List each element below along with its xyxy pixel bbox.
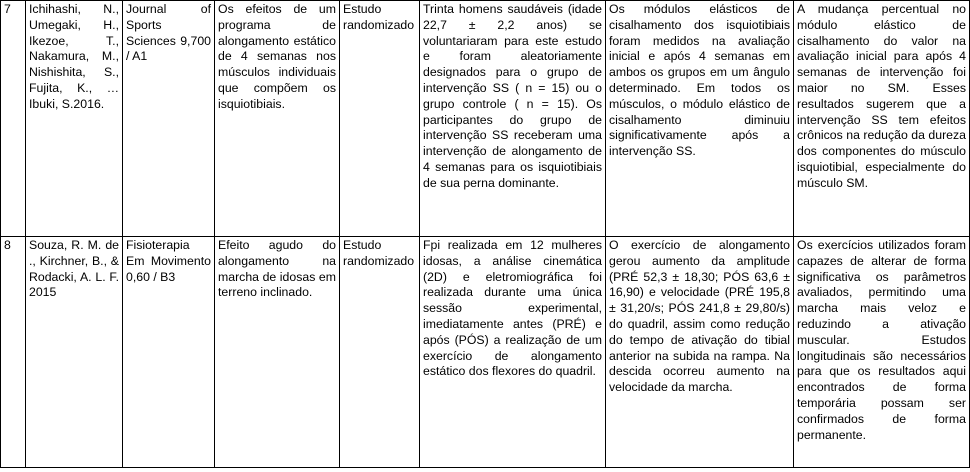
study-journal: Fisioterapia Em Movimento 0,60 / B3 bbox=[123, 237, 215, 468]
table-row bbox=[1, 1, 970, 237]
study-methods: Trinta homens saudáveis (idade 22,7 ± 2,2 anos) se voluntariaram para este estudo e foram aleatoriamente designados para o grupo de intervenção SS ( n = 15) ou o grupo controle ( n = 15). Os participantes do grupo de intervenção SS receberam uma intervenção de alongamento de 4 semanas para os isquiotibiais de sua perna dominante. bbox=[420, 1, 606, 237]
study-results: Os módulos elásticos de cisalhamento dos isquiotibiais foram medidos na avaliação inicial e após 4 semanas em ambos os grupos em um ângulo determinado. Em todos os músculos, o módulo elástico de cisalhamento diminuiu significativamente após a intervenção SS. bbox=[606, 1, 794, 237]
study-number: 8 bbox=[1, 237, 26, 468]
table-row bbox=[1, 237, 970, 468]
study-conclusion: A mudança percentual no módulo elástico de cisalhamento do valor na avaliação inicial para após 4 semanas de intervenção foi maior no SM. Esses resultados sugerem que a intervenção SS tem efeitos crônicos na redução da dureza dos componentes do músculo isquiotibial, especialmente do músculo SM. bbox=[794, 1, 970, 237]
study-journal: Journal of Sports Sciences 9,700 / A1 bbox=[123, 1, 215, 237]
study-design: Estudo randomizado bbox=[340, 1, 420, 237]
study-objective: Os efeitos de um programa de alongamento estático de 4 semanas nos músculos individuais que compõem os isquiotibiais. bbox=[215, 1, 340, 237]
study-results: O exercício de alongamento gerou aumento da amplitude (PRÉ 52,3 ± 18,30; PÓS 63,6 ± 16,90) e velocidade (PRÉ 195,8 ± 31,20/s; PÓS 241,8 ± 29,80/s) do quadril, assim como redução do tempo de ativação do tibial anterior na subida na rampa. Na descida ocorreu aumento na velocidade da marcha. bbox=[606, 237, 794, 468]
study-design: Estudo randomizado bbox=[340, 237, 420, 468]
study-methods: Fpi realizada em 12 mulheres idosas, a análise cinemática (2D) e eletromiográfica foi realizada durante uma única sessão experimental, imediatamente antes (PRÉ) e após (PÓS) a realização de um exercício de alongamento estático dos flexores do quadril. bbox=[420, 237, 606, 468]
study-authors: Souza, R. M. de ., Kirchner, B., & Rodacki, A. L. F. 2015 bbox=[26, 237, 123, 468]
study-objective: Efeito agudo do alongamento na marcha de idosas em terreno inclinado. bbox=[215, 237, 340, 468]
study-conclusion: Os exercícios utilizados foram capazes de alterar de forma significativa os parâmetros avaliados, permitindo uma marcha mais veloz e reduzindo a ativação muscular. Estudos longitudinais são necessários para que os resultados aqui encontrados de forma temporária possam ser confirmados de forma permanente. bbox=[794, 237, 970, 468]
study-number: 7 bbox=[1, 1, 26, 237]
study-authors: Ichihashi, N., Umegaki, H., Ikezoe, T., Nakamura, M., Nishishita, S., Fujita, K., … Ibuki, S.2016. bbox=[26, 1, 123, 237]
